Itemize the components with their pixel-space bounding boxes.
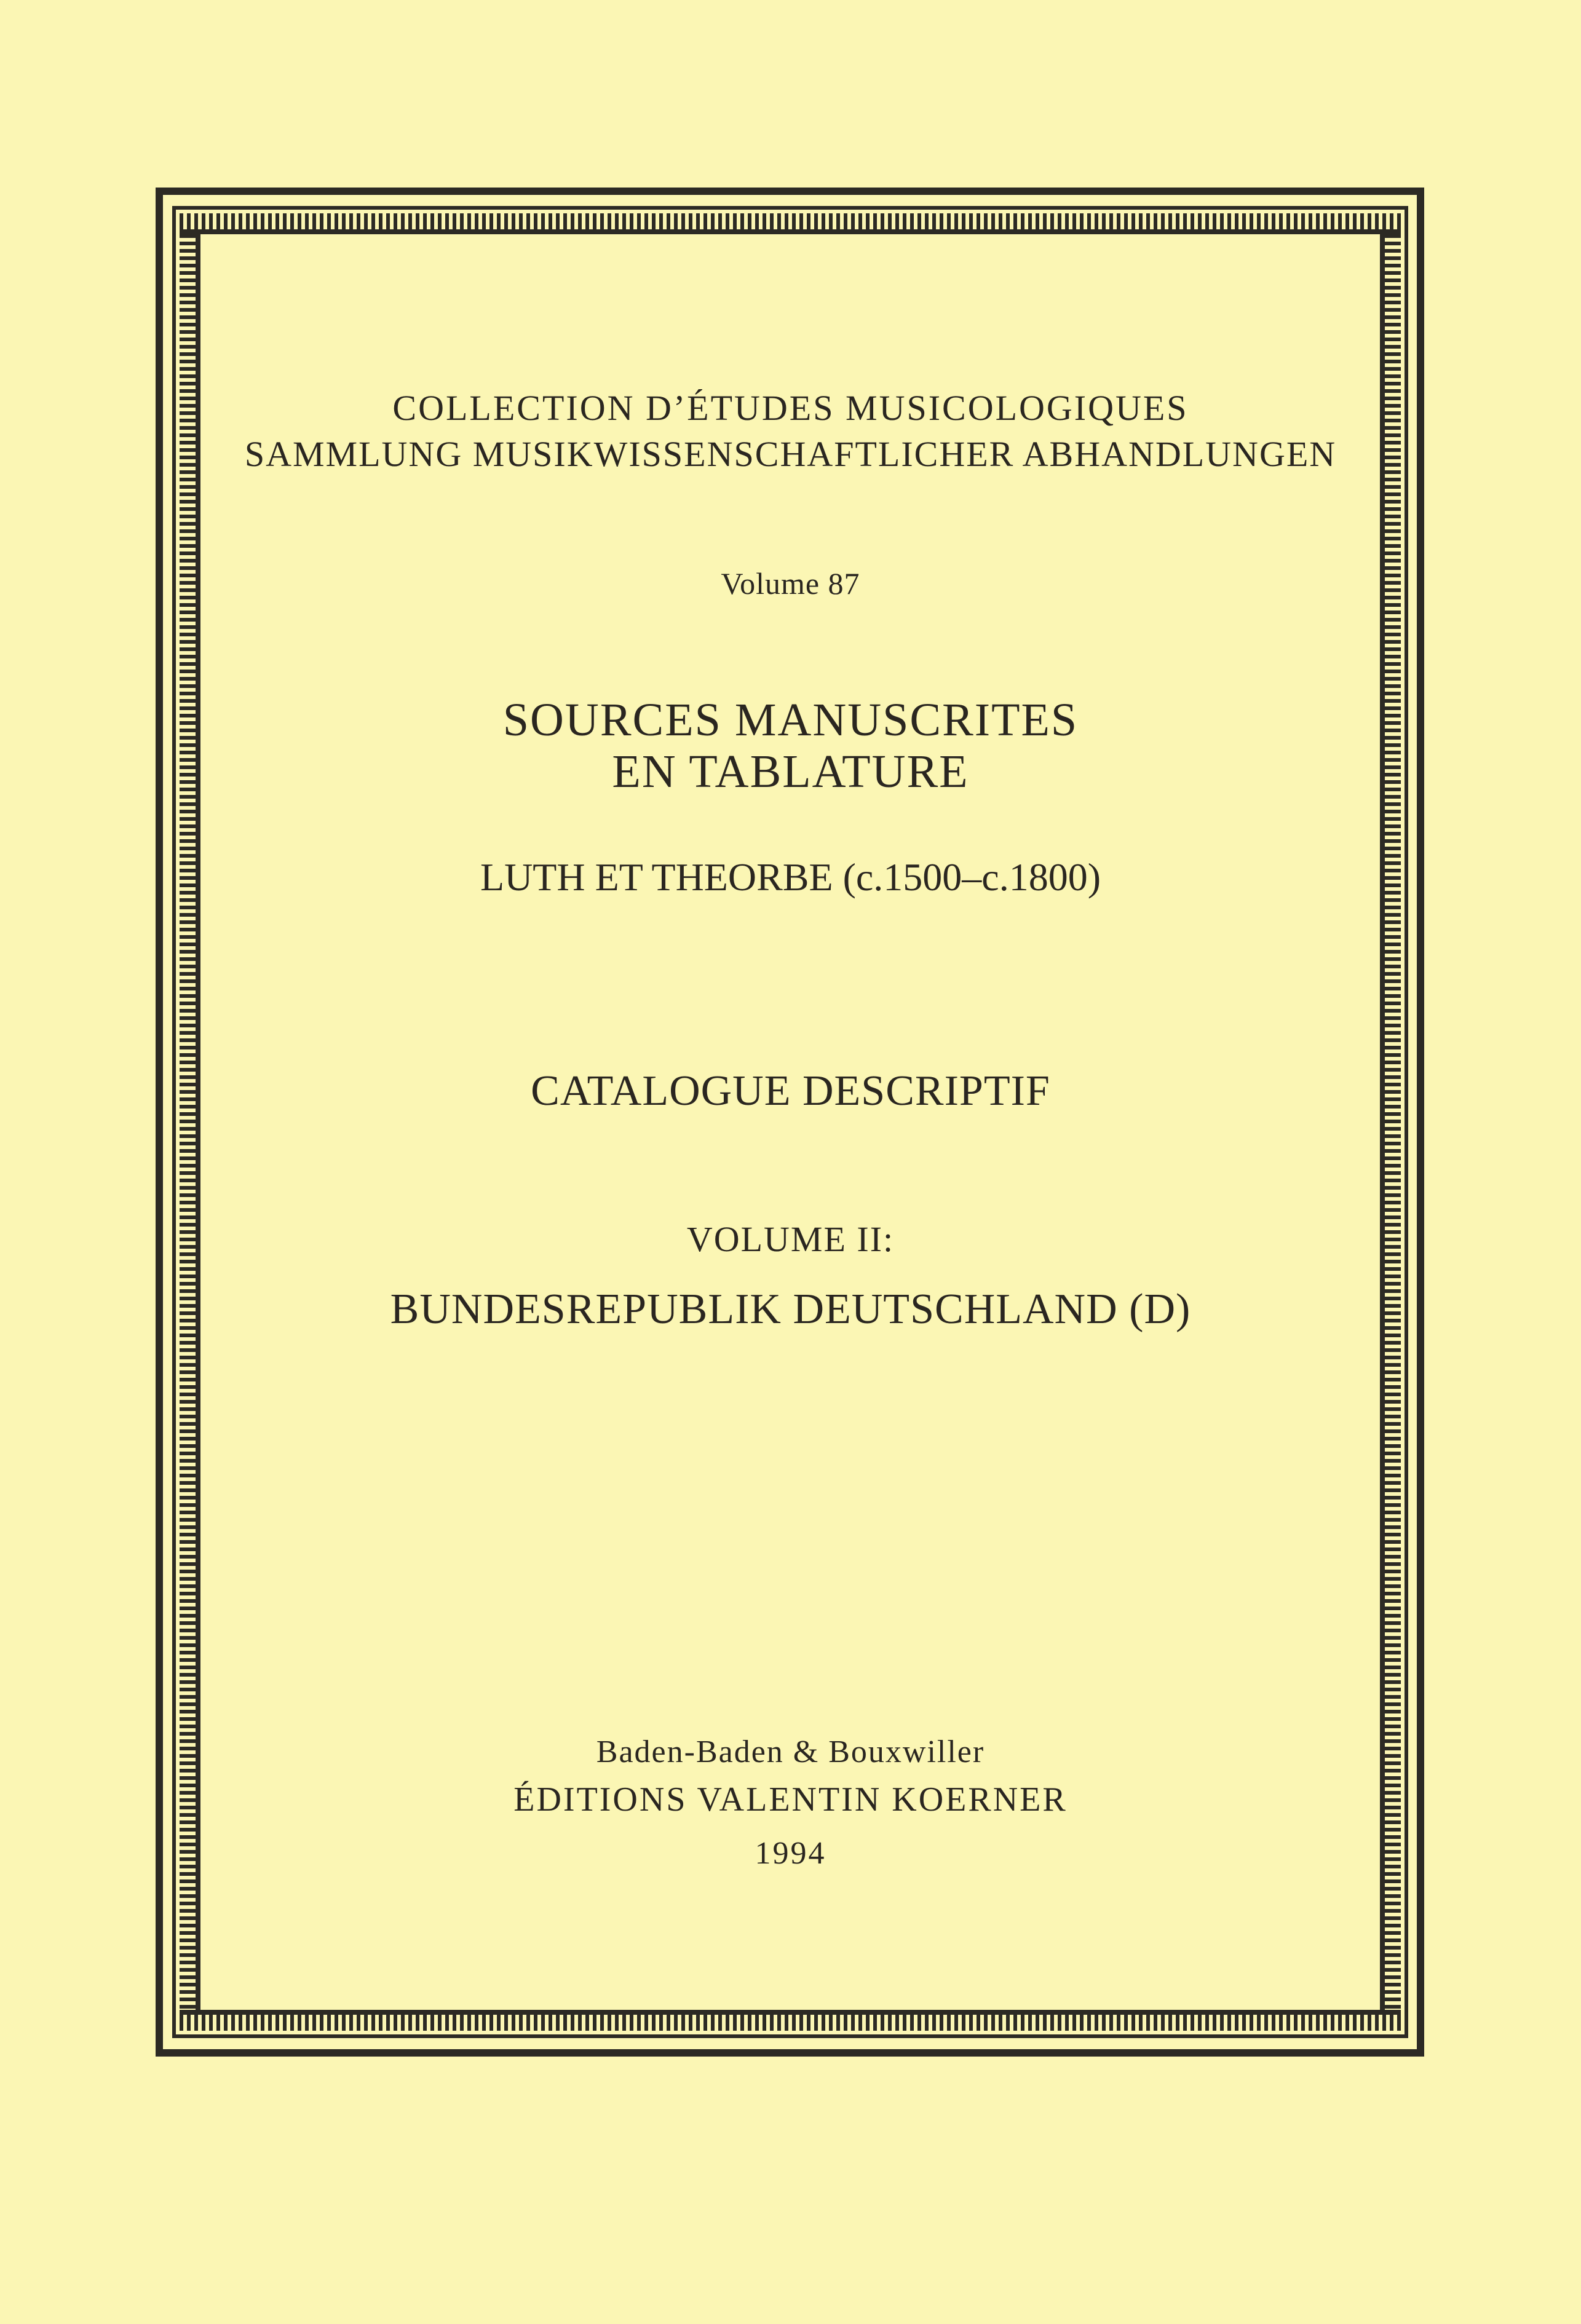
ornamental-border-bottom [180, 2010, 1401, 2031]
volume-label: VOLUME II: [686, 1219, 895, 1259]
book-title-line-2: EN TABLATURE [612, 746, 969, 797]
publisher-name: ÉDITIONS VALENTIN KOERNER [513, 1781, 1068, 1819]
publication-year: 1994 [755, 1836, 826, 1871]
book-title-line-1: SOURCES MANUSCRITES [502, 694, 1079, 746]
volume-country: BUNDESREPUBLIK DEUTSCHLAND (D) [390, 1286, 1191, 1333]
publication-place: Baden-Baden & Bouxwiller [596, 1734, 985, 1769]
series-title-french: COLLECTION D’ÉTUDES MUSICOLOGIQUES [392, 388, 1189, 428]
series-title-german: SAMMLUNG MUSIKWISSENSCHAFTLICHER ABHANDLUNGEN [244, 434, 1337, 474]
series-volume-number: Volume 87 [721, 566, 860, 601]
catalogue-heading: CATALOGUE DESCRIPTIF [531, 1067, 1050, 1115]
ornamental-border-top [180, 213, 1401, 234]
book-subtitle: LUTH ET THEORBE (c.1500–c.1800) [480, 855, 1101, 899]
